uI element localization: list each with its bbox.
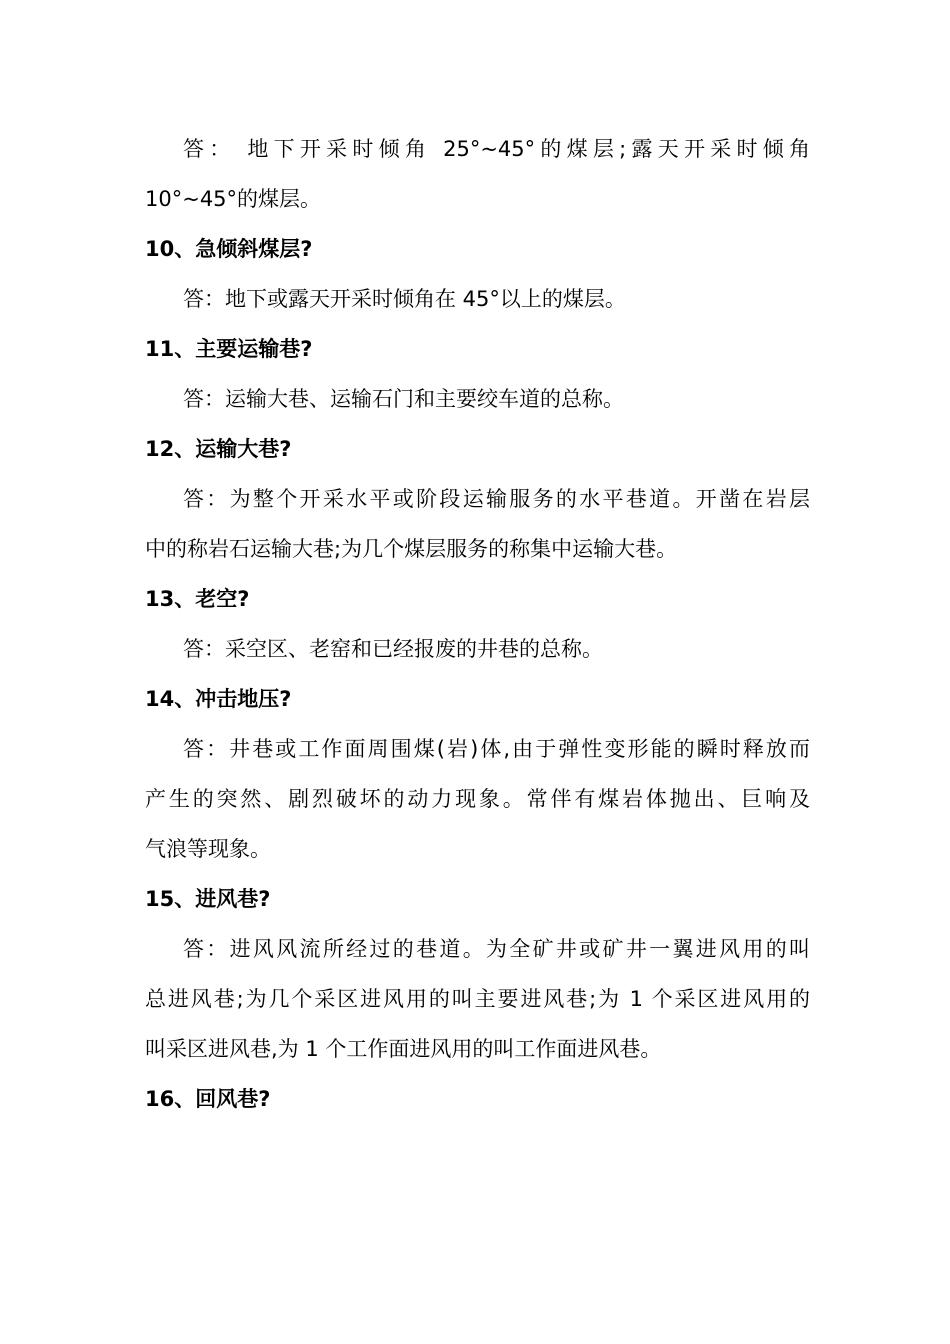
question-11-heading: 11、主要运输巷? <box>145 337 313 361</box>
answer-14-line-2: 产生的突然、剧烈破坏的动力现象。常伴有煤岩体抛出、巨响及 <box>145 787 810 811</box>
answer-15-line-1: 答：进风风流所经过的巷道。为全矿井或矿井一翼进风用的叫 <box>183 937 810 961</box>
answer-14-line-3: 气浪等现象。 <box>145 837 271 861</box>
answer-12-line-1: 答：为整个开采水平或阶段运输服务的水平巷道。开凿在岩层 <box>183 487 810 511</box>
answer-10: 答：地下或露天开采时倾角在 45°以上的煤层。 <box>183 287 626 311</box>
question-16-heading: 16、回风巷? <box>145 1087 271 1111</box>
answer-15-line-2: 总进风巷;为几个采区进风用的叫主要进风巷;为 1 个采区进风用的 <box>145 987 810 1011</box>
answer-15-line-3: 叫采区进风巷,为 1 个工作面进风用的叫工作面进风巷。 <box>145 1037 662 1061</box>
answer-9-line-2: 10°~45°的煤层。 <box>145 187 322 211</box>
question-10-heading: 10、急倾斜煤层? <box>145 237 313 261</box>
answer-14-line-1: 答：井巷或工作面周围煤(岩)体,由于弹性变形能的瞬时释放而 <box>183 737 810 761</box>
question-12-heading: 12、运输大巷? <box>145 437 292 461</box>
question-13-heading: 13、老空? <box>145 587 250 611</box>
question-15-heading: 15、进风巷? <box>145 887 271 911</box>
answer-12-line-2: 中的称岩石运输大巷;为几个煤层服务的称集中运输大巷。 <box>145 537 678 561</box>
answer-13: 答：采空区、老窑和已经报废的井巷的总称。 <box>183 637 603 661</box>
question-14-heading: 14、冲击地压? <box>145 687 292 711</box>
answer-11: 答：运输大巷、运输石门和主要绞车道的总称。 <box>183 387 624 411</box>
answer-9-line-1: 答： 地下开采时倾角 25°~45°的煤层;露天开采时倾角 <box>183 137 810 161</box>
